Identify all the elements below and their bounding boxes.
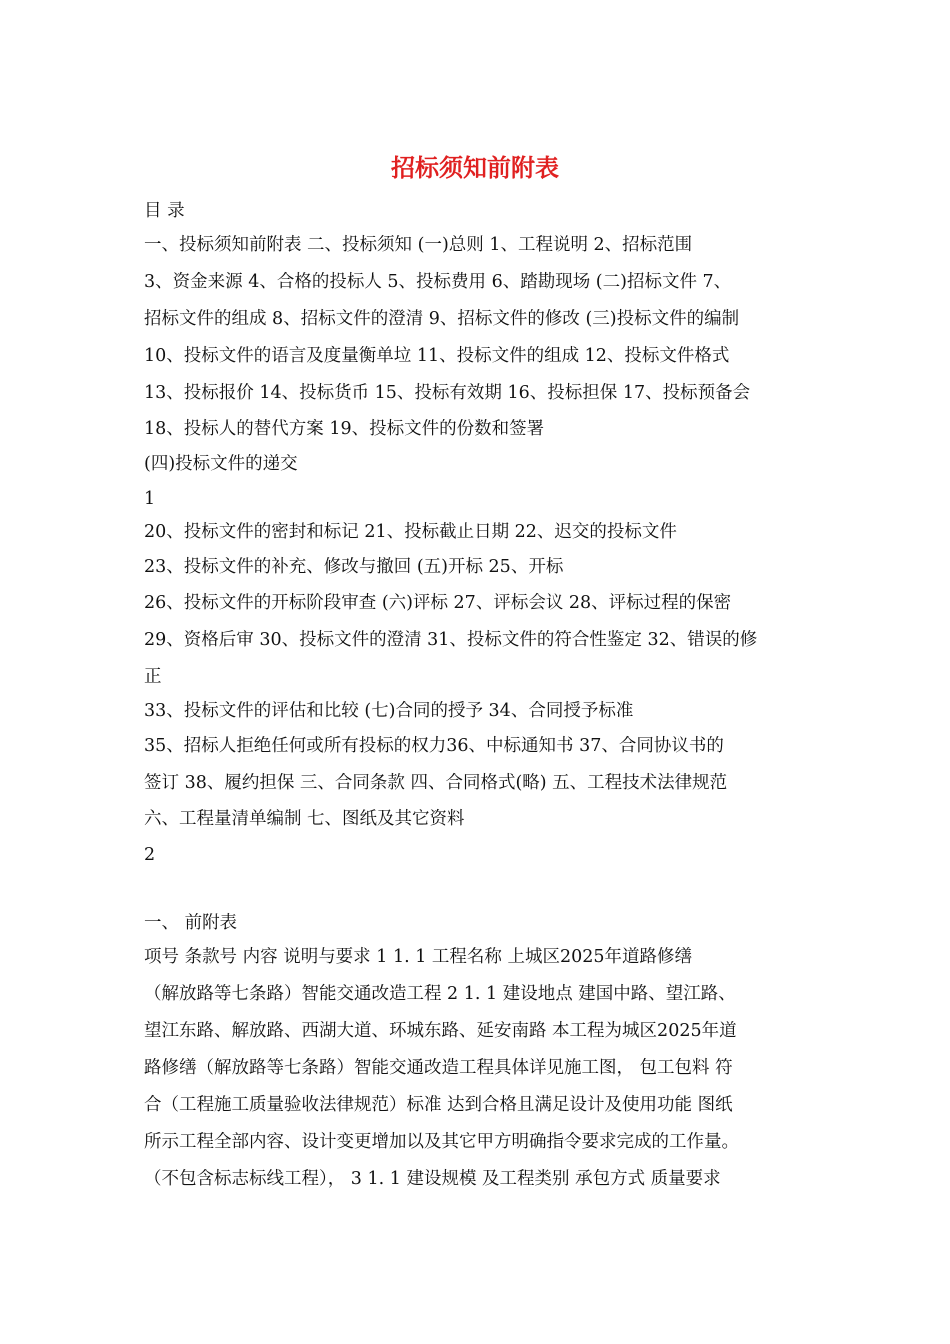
text-line: 18、投标人的替代方案 19、投标文件的份数和签署 [144, 419, 545, 439]
text-line: 六、工程量清单编制 七、图纸及其它资料 [144, 809, 465, 829]
text-line: 项号 条款号 内容 说明与要求 1 1. 1 工程名称 上城区2025年道路修缮 [144, 947, 693, 967]
text-line: 一、投标须知前附表 二、投标须知 (一)总则 1、工程说明 2、招标范围 [144, 235, 693, 255]
page-number: 1 [144, 489, 156, 509]
text-line: 签订 38、履约担保 三、合同条款 四、合同格式(略) 五、工程技术法律规范 [144, 773, 728, 793]
text-line: 35、招标人拒绝任何或所有投标的权力36、中标通知书 37、合同协议书的 [144, 736, 724, 756]
text-line: 合（工程施工质量验收法律规范）标准 达到合格且满足设计及使用功能 图纸 [144, 1095, 733, 1115]
text-line: （解放路等七条路）智能交通改造工程 2 1. 1 建设地点 建国中路、望江路、 [144, 984, 736, 1004]
section-heading: 一、 前附表 [144, 913, 238, 933]
text-line: 3、资金来源 4、合格的投标人 5、投标费用 6、踏勘现场 (二)招标文件 7、 [144, 272, 732, 292]
text-line: 10、投标文件的语言及度量衡单垃 11、投标文件的组成 12、投标文件格式 [144, 346, 730, 366]
text-line: 23、投标文件的补充、修改与撤回 (五)开标 25、开标 [144, 557, 564, 577]
text-line: (四)投标文件的递交 [144, 454, 298, 474]
page-number: 2 [144, 845, 156, 865]
text-line: 正 [144, 667, 162, 687]
text-line: 招标文件的组成 8、招标文件的澄清 9、招标文件的修改 (三)投标文件的编制 [144, 309, 740, 329]
text-line: （不包含标志标线工程）， 3 1. 1 建设规模 及工程类别 承包方式 质量要求 [144, 1169, 721, 1189]
text-line: 13、投标报价 14、投标货币 15、投标有效期 16、投标担保 17、投标预备会 [144, 383, 751, 403]
text-line: 26、投标文件的开标阶段审查 (六)评标 27、评标会议 28、评标过程的保密 [144, 593, 732, 613]
text-line: 20、投标文件的密封和标记 21、投标截止日期 22、迟交的投标文件 [144, 522, 677, 542]
toc-heading: 目 录 [144, 201, 185, 221]
document-title: 招标须知前附表 [391, 153, 559, 182]
text-line: 路修缮（解放路等七条路）智能交通改造工程具体详见施工图， 包工包料 符 [144, 1058, 733, 1078]
text-line: 29、资格后审 30、投标文件的澄清 31、投标文件的符合性鉴定 32、错误的修 [144, 630, 758, 650]
text-line: 所示工程全部内容、设计变更增加以及其它甲方明确指令要求完成的工作量。 [144, 1132, 739, 1152]
text-line: 33、投标文件的评估和比较 (七)合同的授予 34、合同授予标准 [144, 701, 634, 721]
text-line: 望江东路、解放路、西湖大道、环城东路、延安南路 本工程为城区2025年道 [144, 1021, 737, 1041]
